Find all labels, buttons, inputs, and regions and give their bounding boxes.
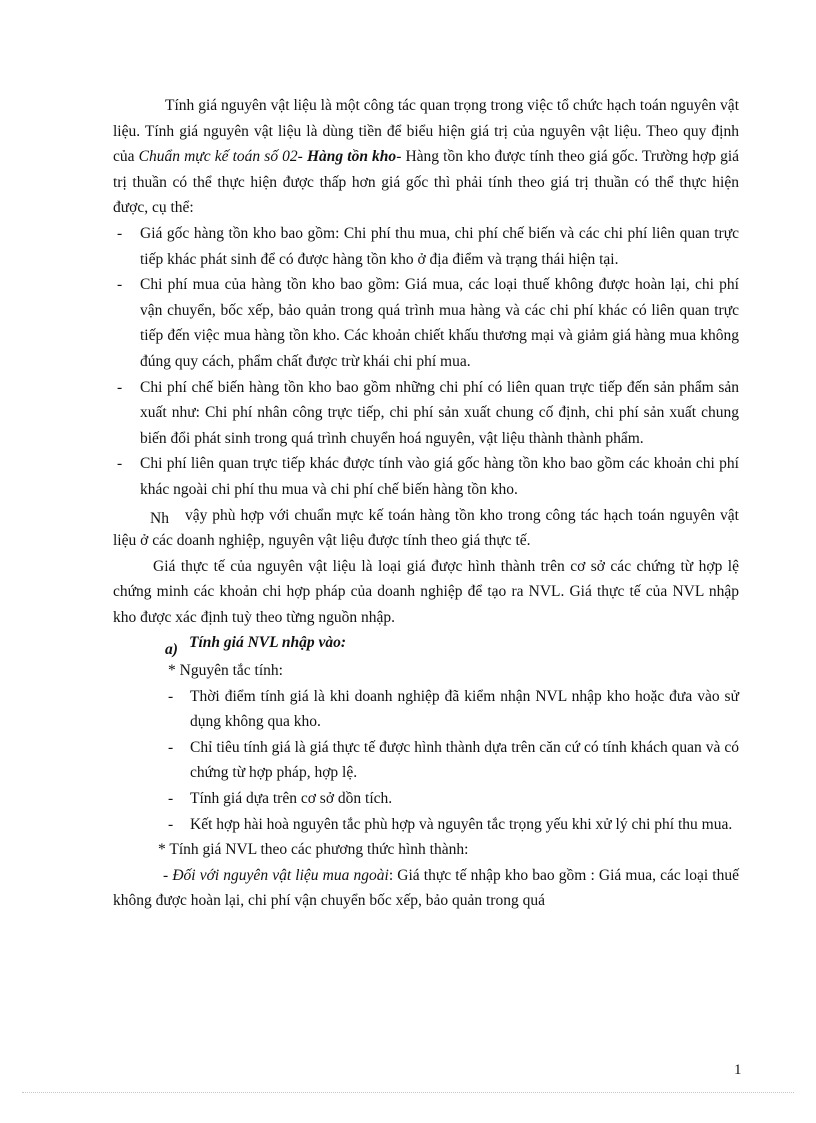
standard-title: Hàng tồn kho	[306, 148, 397, 166]
bullet-dash: -	[168, 687, 174, 705]
bullet-dash: -	[168, 790, 174, 808]
principle-text: Chỉ tiêu tính giá là giá thực tế được hình thành dựa trên căn cứ có tính khách quan và có chứng từ hợp pháp, hợp lệ.	[190, 738, 739, 782]
conformity-text: vậy phù hợp với chuẩn mực kế toán hàng tồn kho trong công tác hạch toán nguyên vật liệu ở các doanh nghiệp, nguyên vật liệu được tính theo giá thực tế.	[113, 506, 739, 550]
purchased-materials-paragraph	[113, 863, 739, 914]
intro-paragraph	[113, 93, 739, 221]
footer-divider	[22, 1092, 794, 1093]
bullet-dash: -	[117, 378, 123, 396]
principle-item-2	[113, 735, 739, 786]
standard-name: Chuẩn mực kế toán số 02-	[138, 148, 307, 166]
section-a-heading	[113, 632, 739, 658]
page-number: 1	[734, 1062, 742, 1078]
bullet-text: Giá gốc hàng tồn kho bao gồm: Chi phí thu mua, chi phí chế biến và các chi phí liên quan trực tiếp khác phát sinh để có được hàng tồn kho ở địa điểm và trạng thái hiện tại.	[140, 224, 739, 268]
bullet-dash: -	[117, 224, 123, 242]
cost-bullet-1	[113, 221, 739, 272]
principle-text: Kết hợp hài hoà nguyên tắc phù hợp và nguyên tắc trọng yếu khi xử lý chi phí thu mua.	[190, 815, 733, 833]
actual-price-paragraph: Giá thực tế của nguyên vật liệu là loại giá được hình thành trên cơ sở các chứng từ hợp lệ chứng minh các khoản chi hợp pháp của doanh nghiệp để tạo ra NVL. Giá thực tế của NVL nhập kho được xác định tuỳ theo từng nguồn nhập.	[113, 557, 739, 626]
intro-text: Tính giá nguyên vật liệu là một công tác quan trọng trong việc tổ chức hạch toán nguyên vật liệu. Tính giá nguyên vật liệu là dùng tiền để biểu hiện giá trị của nguyên vật liệu. Theo quy định của	[113, 97, 739, 166]
methods-heading: * Tính giá NVL theo các phương thức hình thành:	[158, 841, 469, 859]
cost-bullet-2	[113, 272, 739, 374]
principle-text: Thời điểm tính giá là khi doanh nghiệp đã kiểm nhận NVL nhập kho hoặc đưa vào sử dụng không qua kho.	[190, 687, 739, 731]
principle-item-3	[113, 786, 739, 812]
bullet-text: Chi phí mua của hàng tồn kho bao gồm: Giá mua, các loại thuế không được hoàn lại, chi phí vận chuyển, bốc xếp, bảo quản trong quá trình mua hàng và các chi phí khác có liên quan trực tiếp đến việc mua hàng tồn kho. Các khoản chiết khấu thương mại và giảm giá hàng mua không đúng quy cách, phẩm chất được trừ khái chi phí mua.	[140, 276, 739, 370]
section-a-title: Tính giá NVL nhập vào:	[189, 634, 347, 652]
cost-bullet-3	[113, 375, 739, 452]
principle-item-1	[113, 684, 739, 735]
intro-text-cont: - Hàng tồn kho được tính theo giá gốc. Trường hợp giá trị thuần có thể thực hiện được thấp hơn giá gốc thì phải tính theo giá trị thuần có thể thực hiện được, cụ thể:	[113, 148, 740, 217]
principle-item-4	[113, 812, 739, 838]
principles-heading: * Nguyên tắc tính:	[168, 662, 283, 680]
principle-text: Tính giá dựa trên cơ sở dồn tích.	[190, 790, 393, 808]
bullet-dash: -	[117, 455, 123, 473]
conformity-paragraph	[113, 503, 739, 554]
bullet-dash: -	[117, 276, 123, 294]
purchased-label: Đối với nguyên vật liệu mua ngoài	[172, 866, 389, 884]
nhu-fragment: Nh	[150, 509, 169, 527]
bullet-text: Chi phí liên quan trực tiếp khác được tính vào giá gốc hàng tồn kho bao gồm các khoản chi phí khác ngoài chi phí thu mua và chi phí chế biến hàng tồn kho.	[140, 455, 739, 498]
section-a-label: a)	[165, 641, 178, 659]
purchased-dash: -	[163, 866, 173, 884]
bullet-dash: -	[168, 738, 174, 756]
purchased-text: : Giá thực tế nhập kho bao gồm : Giá mua, các loại thuế không được hoàn lại, chi phí vận chuyển bốc xếp, bảo quản trong quá	[113, 866, 739, 910]
bullet-text: Chi phí chế biến hàng tồn kho bao gồm những chi phí có liên quan trực tiếp đến sản phẩm sản xuất như: Chi phí nhân công trực tiếp, chi phí sản xuất chung cố định, chi phí sản xuất chung biến đổi phát sinh trong quá trình chuyển hoá nguyên, vật liệu thành thành phẩm.	[140, 378, 739, 447]
document-body	[113, 93, 739, 914]
cost-bullet-4	[113, 451, 739, 502]
bullet-dash: -	[168, 815, 174, 833]
